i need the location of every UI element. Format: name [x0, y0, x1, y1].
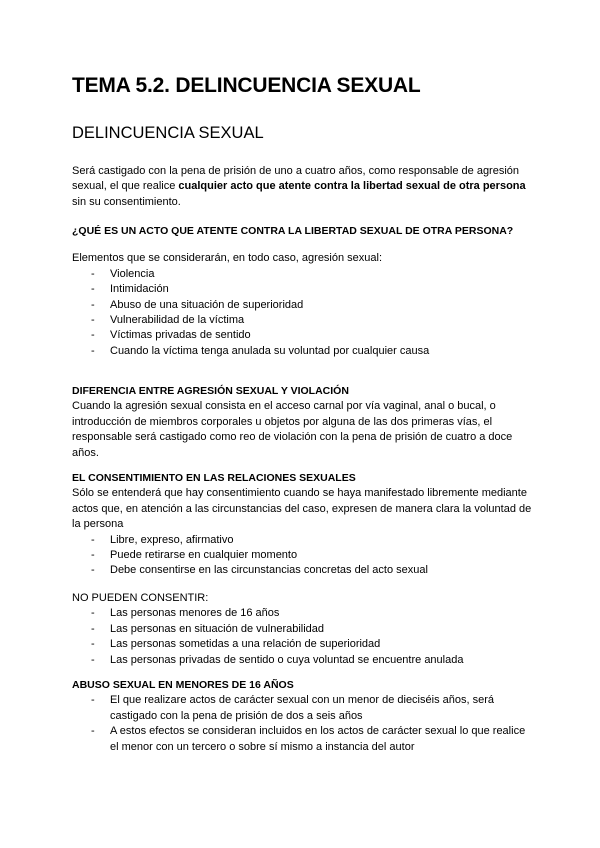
list-item: - Las personas menores de 16 años: [72, 606, 532, 621]
section-abuso: [72, 678, 532, 755]
section-consentimiento-heading: EL CONSENTIMIENTO EN LAS RELACIONES SEXUALES: [72, 472, 356, 484]
section-no-pueden: [72, 591, 532, 668]
intro-text-end: sin su consentimiento.: [72, 195, 181, 208]
list-item: - Las personas privadas de sentido o cuya voluntad se encuentre anulada: [72, 653, 532, 668]
list-item: - Cuando la víctima tenga anulada su voluntad por cualquier causa: [72, 344, 532, 359]
list-item: - Abuso de una situación de superioridad: [72, 298, 532, 313]
list-item: - Intimidación: [72, 282, 532, 297]
list-item: - Vulnerabilidad de la víctima: [72, 313, 532, 328]
section-title: DELINCUENCIA SEXUAL: [72, 124, 264, 142]
section-acto-lead: Elementos que se considerarán, en todo caso, agresión sexual:: [72, 252, 383, 265]
list-item: - Violencia: [72, 267, 532, 282]
list-item: - Libre, expreso, afirmativo: [72, 533, 532, 548]
section-consentimiento: [72, 471, 532, 579]
section-diferencia-heading: DIFERENCIA ENTRE AGRESIÓN SEXUAL Y VIOLACIÓN: [72, 385, 349, 397]
list-item: - El que realizare actos de carácter sexual con un menor de dieciséis años, será castigado con la pena de prisión de dos a seis años: [72, 693, 532, 724]
section-acto-heading: ¿QUÉ ES UN ACTO QUE ATENTE CONTRA LA LIBERTAD SEXUAL DE OTRA PERSONA?: [72, 225, 514, 237]
section-consentimiento-text: Sólo se entenderá que hay consentimiento cuando se haya manifestado libremente mediante actos que, en atención a las circunstancias del caso, expresen de manera clara la voluntad de la persona: [72, 487, 532, 531]
list-item: - A estos efectos se consideran incluidos en los actos de carácter sexual lo que realice el menor con un tercero o sobre sí mismo a instancia del autor: [72, 724, 532, 755]
section-acto: [72, 224, 532, 359]
section-no-pueden-heading: NO PUEDEN CONSENTIR:: [72, 592, 209, 604]
section-diferencia: [72, 384, 532, 461]
section-no-pueden-list: [72, 606, 532, 668]
section-diferencia-text: Cuando la agresión sexual consista en el acceso carnal por vía vaginal, anal o bucal, o introducción de miembros corporales u objetos por alguna de las dos primeras vías, el responsable será castigado como reo de violación con la pena de prisión de cuatro a doce años.: [72, 400, 513, 459]
section-acto-list: [72, 267, 532, 359]
section-abuso-heading: ABUSO SEXUAL EN MENORES DE 16 AÑOS: [72, 679, 294, 691]
list-item: - Las personas en situación de vulnerabilidad: [72, 622, 532, 637]
section-abuso-list: [72, 693, 532, 755]
document-title: TEMA 5.2. DELINCUENCIA SEXUAL: [72, 74, 421, 97]
section-consentimiento-list: [72, 533, 532, 579]
list-item: - Debe consentirse en las circunstancias concretas del acto sexual: [72, 563, 532, 578]
list-item: - Puede retirarse en cualquier momento: [72, 548, 532, 563]
list-item: - Víctimas privadas de sentido: [72, 328, 532, 343]
intro-text-start: Será castigado con la pena de prisión de uno a cuatro años, como responsable de agresión sexual, el que realice: [72, 165, 520, 193]
intro-paragraph: [72, 164, 532, 210]
intro-bold-text: cualquier acto que atente contra la libertad sexual de otra persona: [178, 180, 526, 193]
list-item: - Las personas sometidas a una relación de superioridad: [72, 637, 532, 652]
